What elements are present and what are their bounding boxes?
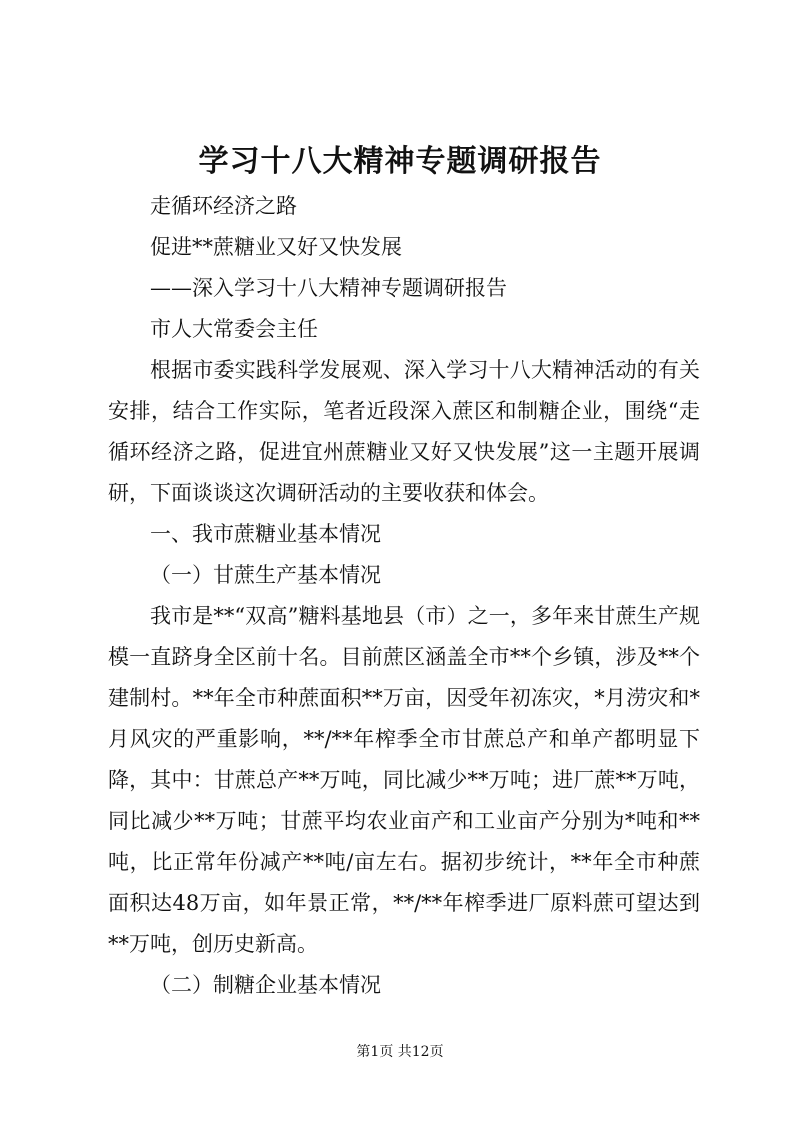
section-heading: 一、我市蔗糖业基本情况 [150, 522, 381, 546]
subsection-heading: （二）制糖企业基本情况 [150, 973, 381, 997]
subtitle-line: 走循环经济之路 [150, 194, 297, 218]
document-title: 学习十八大精神专题调研报告 [198, 144, 602, 179]
body-paragraph: 我市是**“双高”糖料基地县（市）之一，多年来甘蔗生产规模一直跻身全区前十名。目前蔗区涵盖全市**个乡镇，涉及**个建制村。**年全市种蔗面积**万亩，因受年初冻灾，*月涝灾和*月风灾的严重影响，**/**年榨季全市甘蔗总产和单产都明显下降，其中：甘蔗总产**万吨，同比减少**万吨；进厂蔗**万吨，同比减少**万吨；甘蔗平均农业亩产和工业亩产分别为*吨和**吨，比正常年份减产**吨/亩左右。据初步统计，**年全市种蔗面积达48万亩，如年景正常，**/**年榨季进厂原料蔗可望达到**万吨，创历史新高。 [108, 604, 700, 956]
page-number-footer: 第1页 共12页 [356, 1044, 444, 1060]
document-body [108, 186, 700, 1006]
author-line: 市人大常委会主任 [150, 317, 318, 341]
subtitle-line: 促进**蔗糖业又好又快发展 [150, 235, 402, 259]
subtitle-line: ——深入学习十八大精神专题调研报告 [150, 276, 507, 300]
subsection-heading: （一）甘蔗生产基本情况 [150, 563, 381, 587]
body-paragraph: 根据市委实践科学发展观、深入学习十八大精神活动的有关安排，结合工作实际，笔者近段深入蔗区和制糖企业，围绕“走循环经济之路，促进宜州蔗糖业又好又快发展”这一主题开展调研，下面谈谈这次调研活动的主要收获和体会。 [108, 358, 700, 505]
